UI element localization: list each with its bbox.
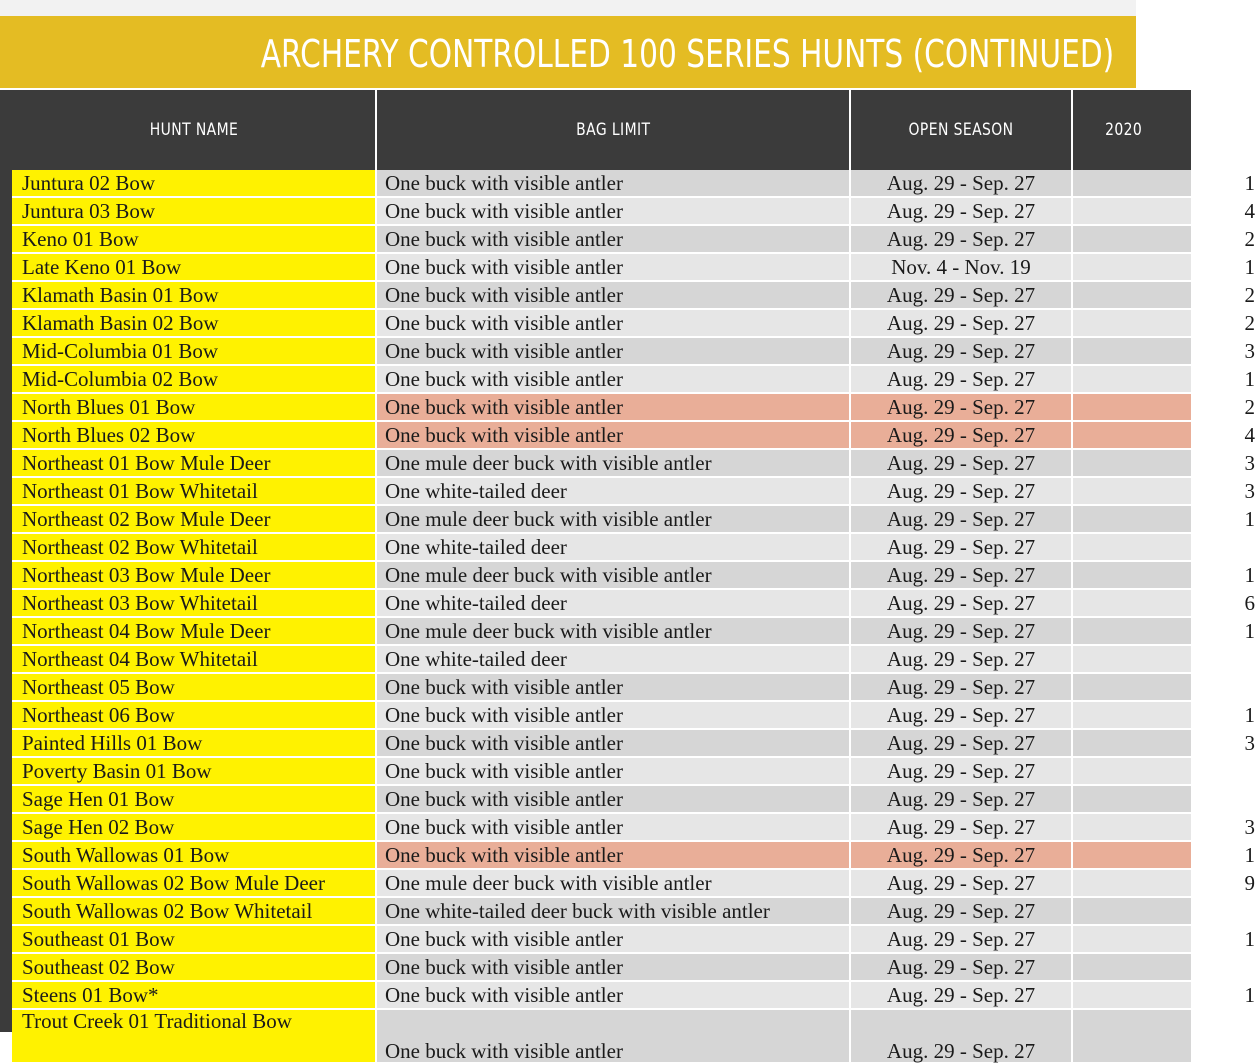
- table-row: [12, 981, 1192, 1009]
- tag-count: 1: [1244, 619, 1255, 643]
- open-season-cell: Aug. 29 - Sep. 27: [850, 225, 1072, 253]
- tags-cell: [1072, 561, 1255, 589]
- tag-count: 6: [1244, 591, 1255, 615]
- bag-limit-cell: One buck with visible antler: [376, 925, 850, 953]
- open-season-cell: Aug. 29 - Sep. 27: [850, 757, 1072, 785]
- left-edge-strip: [0, 90, 12, 1032]
- hunt-name-cell: Southeast 02 Bow: [12, 953, 376, 981]
- table-row: [12, 449, 1192, 477]
- open-season-cell: Aug. 29 - Sep. 27: [850, 841, 1072, 869]
- tags-cell: [1072, 197, 1255, 225]
- tag-count: 3: [1244, 815, 1255, 839]
- bag-limit-cell: One buck with visible antler: [376, 309, 850, 337]
- bag-limit-cell: One buck with visible antler: [376, 813, 850, 841]
- tag-count: 1: [1244, 507, 1255, 531]
- tag-count: 2: [1244, 283, 1255, 307]
- open-season-cell: Aug. 29 - Sep. 27: [850, 953, 1072, 981]
- hunt-name-cell: North Blues 02 Bow: [12, 421, 376, 449]
- hunt-name-cell: Juntura 03 Bow: [12, 197, 376, 225]
- tags-cell: [1072, 925, 1255, 953]
- hunt-name-cell: North Blues 01 Bow: [12, 393, 376, 421]
- tags-cell: [1072, 981, 1255, 1009]
- hunt-name-cell: Steens 01 Bow*: [12, 981, 376, 1009]
- bag-limit-cell: One buck with visible antler: [376, 170, 850, 197]
- table-row: [12, 925, 1192, 953]
- open-season-cell: Aug. 29 - Sep. 27: [850, 897, 1072, 925]
- tag-count: 1: [1244, 843, 1255, 867]
- open-season-cell: Aug. 29 - Sep. 27: [850, 561, 1072, 589]
- tag-count: 3: [1244, 479, 1255, 503]
- bag-limit-cell: One mule deer buck with visible antler: [376, 505, 850, 533]
- tags-cell: [1072, 281, 1255, 309]
- hunt-name-cell: Keno 01 Bow: [12, 225, 376, 253]
- open-season-cell: Aug. 29 - Sep. 27: [850, 449, 1072, 477]
- hunt-name-cell: Northeast 03 Bow Mule Deer: [12, 561, 376, 589]
- bag-limit-cell: One buck with visible antler: [376, 421, 850, 449]
- hunt-name-cell: Northeast 03 Bow Whitetail: [12, 589, 376, 617]
- bag-limit-cell: One buck with visible antler: [376, 365, 850, 393]
- bag-limit-cell: One buck with visible antler: [376, 701, 850, 729]
- tags-cell: [1072, 309, 1255, 337]
- bag-limit-cell: One mule deer buck with visible antler: [376, 561, 850, 589]
- tag-count: 4: [1244, 199, 1255, 223]
- hunt-name-cell: Juntura 02 Bow: [12, 170, 376, 197]
- table-row: [12, 785, 1192, 813]
- tags-cell: [1072, 533, 1192, 561]
- tag-count: 3: [1244, 731, 1255, 755]
- hunt-name-cell: Late Keno 01 Bow: [12, 253, 376, 281]
- tags-cell: [1072, 365, 1255, 393]
- bag-limit-cell: One buck with visible antler: [376, 841, 850, 869]
- tags-cell: [1072, 953, 1192, 981]
- table-row: [12, 1009, 1192, 1063]
- bag-limit-cell: One white-tailed deer: [376, 477, 850, 505]
- column-header-open-season: OPEN SEASON: [850, 90, 1072, 170]
- open-season-cell: Aug. 29 - Sep. 27: [850, 197, 1072, 225]
- table-row: [12, 281, 1192, 309]
- table-row: [12, 841, 1192, 869]
- tags-cell: [1072, 785, 1192, 813]
- tags-cell: [1072, 170, 1255, 197]
- table-row: [12, 309, 1192, 337]
- open-season-cell: Aug. 29 - Sep. 27: [850, 813, 1072, 841]
- tag-count: 2: [1244, 227, 1255, 251]
- tags-cell: [1072, 449, 1255, 477]
- bag-limit-cell: One white-tailed deer: [376, 589, 850, 617]
- hunt-name-cell: Southeast 01 Bow: [12, 925, 376, 953]
- table-row: [12, 197, 1192, 225]
- bag-limit-cell: One buck with visible antler: [376, 981, 850, 1009]
- table-row: [12, 869, 1192, 897]
- tag-count: 2: [1244, 311, 1255, 335]
- open-season-cell: Aug. 29 - Sep. 27: [850, 281, 1072, 309]
- table-row: [12, 813, 1192, 841]
- open-season-cell: Aug. 29 - Sep. 27: [850, 617, 1072, 645]
- tags-cell: [1072, 869, 1255, 897]
- hunt-name-cell: Mid-Columbia 01 Bow: [12, 337, 376, 365]
- title-banner: [0, 16, 1136, 92]
- tag-count: 1: [1244, 367, 1255, 391]
- tags-cell: [1072, 393, 1255, 421]
- column-header-hunt-name: HUNT NAME: [12, 90, 376, 170]
- page-title: ARCHERY CONTROLLED 100 SERIES HUNTS (CONTINUED): [260, 32, 1114, 76]
- bag-limit-cell: One buck with visible antler: [376, 953, 850, 981]
- bag-limit-cell: One buck with visible antler: [376, 729, 850, 757]
- tags-cell: [1072, 421, 1255, 449]
- table-row: [12, 645, 1192, 673]
- open-season-cell: Aug. 29 - Sep. 27: [850, 701, 1072, 729]
- open-season-cell: Aug. 29 - Sep. 27: [850, 673, 1072, 701]
- tags-cell: [1072, 505, 1255, 533]
- open-season-cell: Aug. 29 - Sep. 27: [850, 365, 1072, 393]
- open-season-cell: Aug. 29 - Sep. 27: [850, 309, 1072, 337]
- tag-count: 1: [1244, 983, 1255, 1007]
- table-row: [12, 897, 1192, 925]
- hunt-name-cell: Northeast 04 Bow Mule Deer: [12, 617, 376, 645]
- hunt-name-cell: Trout Creek 01 Traditional Bow: [12, 1009, 376, 1063]
- tag-count: 4: [1244, 423, 1255, 447]
- table-row: [12, 170, 1192, 197]
- hunts-table: [12, 90, 1255, 1064]
- top-margin: [0, 0, 1136, 16]
- hunt-name-cell: Sage Hen 01 Bow: [12, 785, 376, 813]
- tag-count: 1: [1244, 563, 1255, 587]
- tag-count: 2: [1244, 395, 1255, 419]
- bag-limit-cell: One buck with visible antler: [376, 281, 850, 309]
- tags-cell: [1072, 813, 1255, 841]
- hunt-name-cell: Northeast 06 Bow: [12, 701, 376, 729]
- bag-limit-cell: One buck with visible antler: [376, 785, 850, 813]
- table-row: [12, 421, 1192, 449]
- hunt-name-cell: Sage Hen 02 Bow: [12, 813, 376, 841]
- hunt-name-cell: Northeast 02 Bow Whitetail: [12, 533, 376, 561]
- hunt-name-cell: Northeast 04 Bow Whitetail: [12, 645, 376, 673]
- tags-cell: [1072, 673, 1192, 701]
- open-season-cell: Aug. 29 - Sep. 27: [850, 477, 1072, 505]
- open-season-cell: Aug. 29 - Sep. 27: [850, 925, 1072, 953]
- tags-cell: [1072, 253, 1255, 281]
- table-row: [12, 561, 1192, 589]
- open-season-cell: Aug. 29 - Sep. 27: [850, 505, 1072, 533]
- bag-limit-cell: One mule deer buck with visible antler: [376, 617, 850, 645]
- open-season-cell: Nov. 4 - Nov. 19: [850, 253, 1072, 281]
- hunt-name-cell: South Wallowas 02 Bow Whitetail: [12, 897, 376, 925]
- tag-count: 1: [1244, 703, 1255, 727]
- hunt-name-cell: Northeast 01 Bow Mule Deer: [12, 449, 376, 477]
- bag-limit-cell: One mule deer buck with visible antler: [376, 449, 850, 477]
- hunt-name-cell: Painted Hills 01 Bow: [12, 729, 376, 757]
- table-row: [12, 337, 1192, 365]
- open-season-cell: Aug. 29 - Sep. 27: [850, 785, 1072, 813]
- table-row: [12, 729, 1192, 757]
- tag-count: 3: [1244, 339, 1255, 363]
- table-row: [12, 533, 1192, 561]
- tag-count: 1: [1244, 171, 1255, 195]
- bag-limit-cell: One buck with visible antler: [376, 673, 850, 701]
- hunt-name-cell: South Wallowas 02 Bow Mule Deer: [12, 869, 376, 897]
- column-header-bag-limit: BAG LIMIT: [376, 90, 850, 170]
- hunt-name-cell: Northeast 01 Bow Whitetail: [12, 477, 376, 505]
- open-season-cell: Aug. 29 - Sep. 27: [850, 729, 1072, 757]
- bag-limit-cell: One buck with visible antler: [376, 197, 850, 225]
- bag-limit-cell: One buck with visible antler: [376, 225, 850, 253]
- hunts-table-container: [0, 90, 1255, 1063]
- tag-count: 9: [1244, 871, 1255, 895]
- open-season-cell: Aug. 29 - Sep. 27: [850, 170, 1072, 197]
- hunt-name-cell: Mid-Columbia 02 Bow: [12, 365, 376, 393]
- column-header-tags-2020: 2020: [1072, 90, 1192, 170]
- open-season-cell: Aug. 29 - Sep. 27: [850, 533, 1072, 561]
- open-season-cell: Aug. 29 - Sep. 27: [850, 645, 1072, 673]
- open-season-cell: Aug. 29 - Sep. 27: [850, 337, 1072, 365]
- table-row: [12, 477, 1192, 505]
- open-season-cell: Aug. 29 - Sep. 27: [850, 1009, 1072, 1063]
- tag-count: 1: [1244, 927, 1255, 951]
- open-season-cell: Aug. 29 - Sep. 27: [850, 589, 1072, 617]
- bag-limit-cell: One white-tailed deer: [376, 533, 850, 561]
- tags-cell: [1072, 477, 1255, 505]
- hunt-name-cell: Northeast 05 Bow: [12, 673, 376, 701]
- tags-cell: [1072, 757, 1192, 785]
- tags-cell: [1072, 225, 1255, 253]
- tags-cell: [1072, 841, 1255, 869]
- open-season-cell: Aug. 29 - Sep. 27: [850, 869, 1072, 897]
- bag-limit-cell: One mule deer buck with visible antler: [376, 869, 850, 897]
- tag-count: 1: [1244, 255, 1255, 279]
- table-row: [12, 953, 1192, 981]
- bag-limit-cell: One buck with visible antler: [376, 757, 850, 785]
- table-row: [12, 393, 1192, 421]
- tag-count: 3: [1244, 451, 1255, 475]
- hunt-name-cell: South Wallowas 01 Bow: [12, 841, 376, 869]
- hunt-name-cell: Northeast 02 Bow Mule Deer: [12, 505, 376, 533]
- bag-limit-cell: One buck with visible antler: [376, 1009, 850, 1063]
- table-row: [12, 617, 1192, 645]
- hunt-name-cell: Klamath Basin 02 Bow: [12, 309, 376, 337]
- bag-limit-cell: One white-tailed deer buck with visible antler: [376, 897, 850, 925]
- table-row: [12, 253, 1192, 281]
- tags-cell: [1072, 337, 1255, 365]
- tags-cell: [1072, 617, 1255, 645]
- tags-cell: [1072, 645, 1192, 673]
- hunt-name-cell: Klamath Basin 01 Bow: [12, 281, 376, 309]
- table-row: [12, 589, 1192, 617]
- hunt-name-cell: Poverty Basin 01 Bow: [12, 757, 376, 785]
- table-row: [12, 365, 1192, 393]
- open-season-cell: Aug. 29 - Sep. 27: [850, 393, 1072, 421]
- table-row: [12, 505, 1192, 533]
- table-row: [12, 673, 1192, 701]
- tags-cell: [1072, 897, 1192, 925]
- open-season-cell: Aug. 29 - Sep. 27: [850, 981, 1072, 1009]
- tags-cell: [1072, 729, 1255, 757]
- table-row: [12, 225, 1192, 253]
- tags-cell: [1072, 1009, 1192, 1063]
- bag-limit-cell: One buck with visible antler: [376, 393, 850, 421]
- bag-limit-cell: One white-tailed deer: [376, 645, 850, 673]
- bag-limit-cell: One buck with visible antler: [376, 337, 850, 365]
- table-row: [12, 757, 1192, 785]
- bag-limit-cell: One buck with visible antler: [376, 253, 850, 281]
- header-row: [12, 90, 1192, 170]
- table-row: [12, 701, 1192, 729]
- open-season-cell: Aug. 29 - Sep. 27: [850, 421, 1072, 449]
- tags-cell: [1072, 701, 1255, 729]
- tags-cell: [1072, 589, 1255, 617]
